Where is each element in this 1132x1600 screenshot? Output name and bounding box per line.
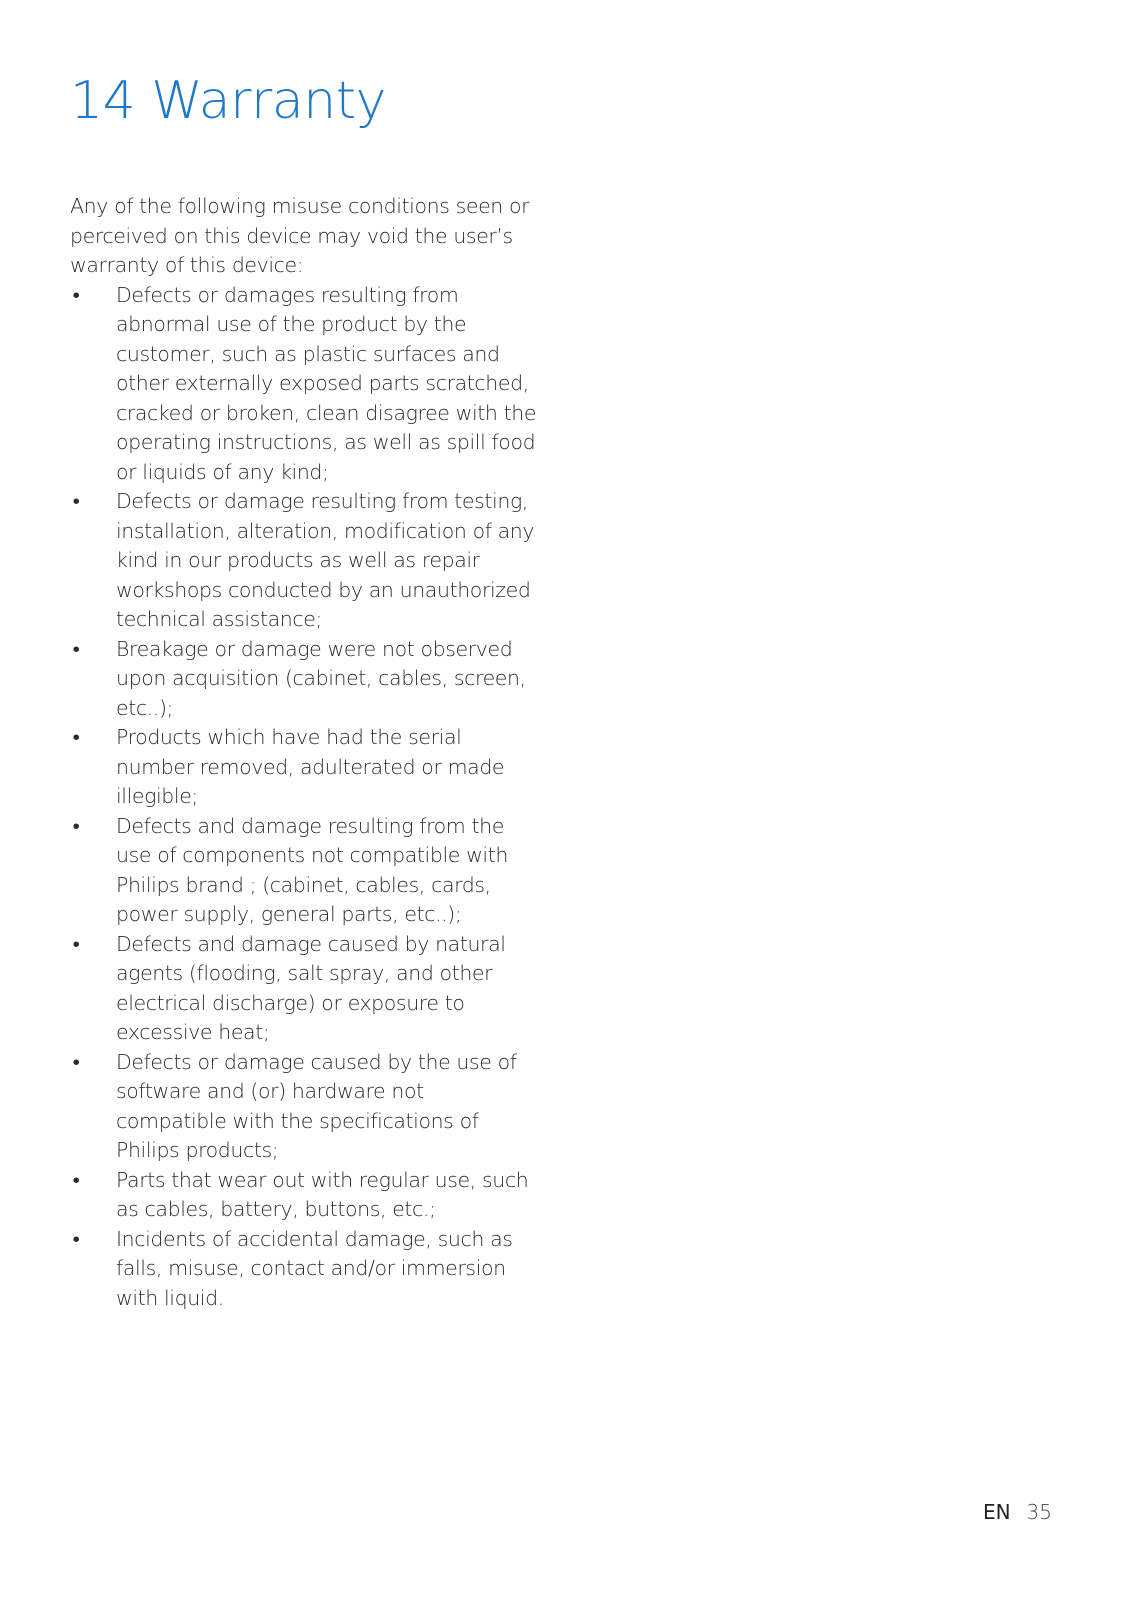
list-item-text: Breakage or damage were not observed upon acquisition (cabinet, cables, screen, etc..); xyxy=(116,636,526,720)
list-item xyxy=(70,635,540,724)
misuse-conditions-list xyxy=(70,281,540,1314)
list-item xyxy=(70,487,540,635)
list-item-text: Parts that wear out with regular use, such as cables, battery, buttons, etc.; xyxy=(116,1167,529,1221)
list-item xyxy=(70,723,540,812)
list-item xyxy=(70,1225,540,1314)
page-title: 14 Warranty xyxy=(70,71,386,131)
list-item xyxy=(70,1166,540,1225)
page-number: 35 xyxy=(1026,1500,1052,1524)
bullet-icon: • xyxy=(72,489,80,513)
intro-paragraph: Any of the following misuse conditions seen or perceived on this device may void the user’s warranty of this device: xyxy=(70,194,530,277)
list-item-text: Products which have had the serial number removed, adulterated or made illegible; xyxy=(116,725,505,808)
list-item-text: Defects and damage caused by natural agents (flooding, salt spray, and other electrical discharge) or exposure to excessive heat; xyxy=(116,931,506,1044)
bullet-icon: • xyxy=(72,813,80,838)
bullet-icon: • xyxy=(72,1167,80,1192)
list-item-text: Defects and damage resulting from the use of components not compatible with Philips brand ; (cabinet, cables, cards, power supply, general parts, etc..); xyxy=(116,813,508,926)
list-item-text: Defects or damage resulting from testing, installation, alteration, modification of any kind in our products as well as repair workshops conducted by an unauthorized technical assistance; xyxy=(116,489,535,631)
bullet-icon: • xyxy=(72,725,80,749)
list-item xyxy=(70,930,540,1048)
warranty-body xyxy=(70,192,540,1313)
bullet-icon: • xyxy=(72,282,80,307)
language-code: EN xyxy=(982,1500,1011,1524)
list-item-text: Defects or damage caused by the use of software and (or) hardware not compatible with the specifications of Philips products; xyxy=(116,1049,517,1162)
bullet-icon: • xyxy=(72,1049,80,1074)
list-item xyxy=(70,812,540,930)
bullet-icon: • xyxy=(72,931,80,956)
list-item xyxy=(70,281,540,488)
list-item xyxy=(70,1048,540,1166)
list-item-text: Defects or damages resulting from abnormal use of the product by the customer, such as plastic surfaces and other externally exposed parts scratched, cracked or broken, clean disagree with the operating instructions, as well as spill food or liquids of any kind; xyxy=(116,282,537,484)
list-item-text: Incidents of accidental damage, such as falls, misuse, contact and/or immersion with liquid. xyxy=(116,1226,513,1310)
bullet-icon: • xyxy=(72,636,80,661)
bullet-icon: • xyxy=(72,1226,80,1251)
page-footer xyxy=(983,1500,1052,1524)
